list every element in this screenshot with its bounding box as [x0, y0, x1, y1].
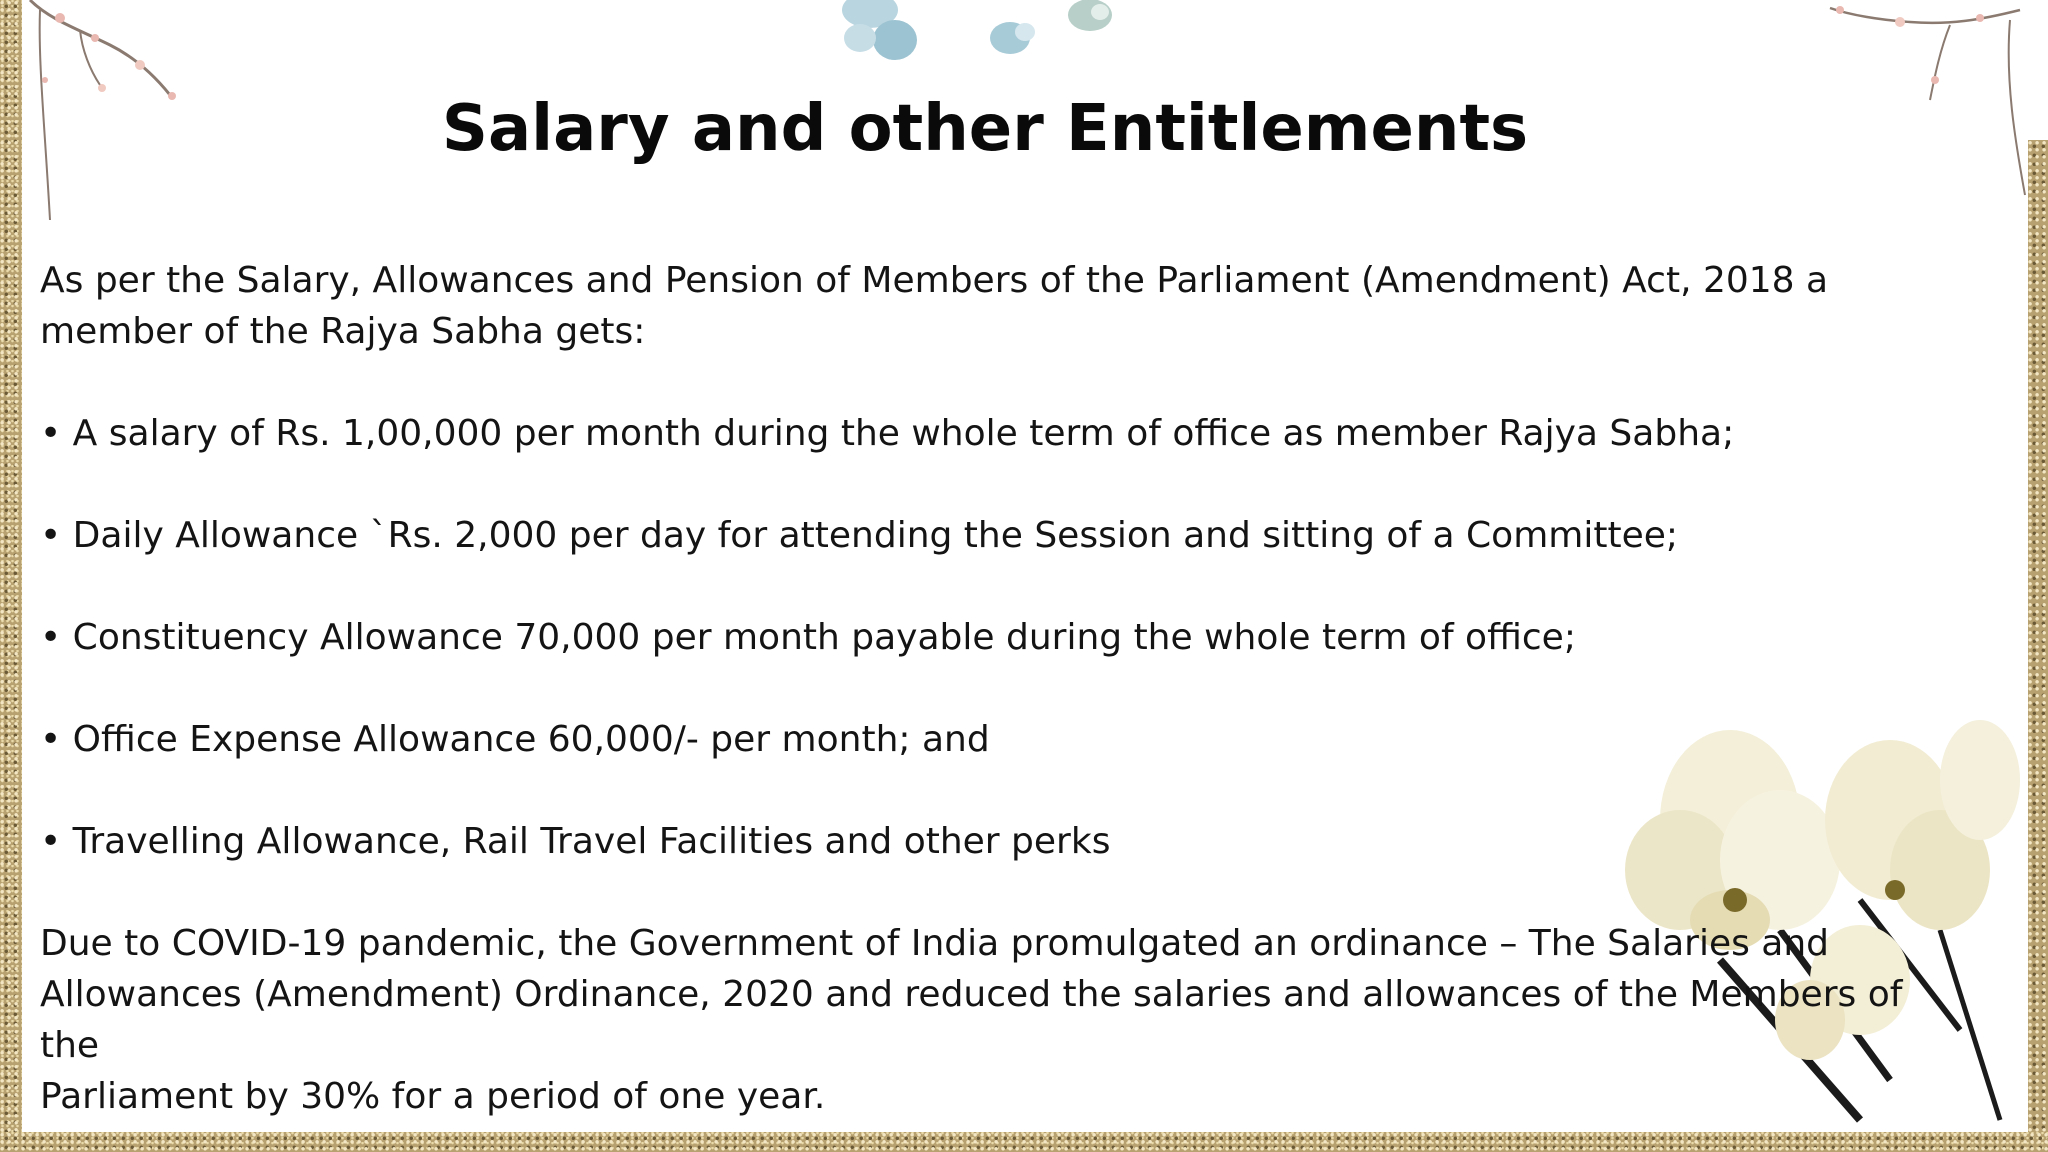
closing-line-3: Parliament by 30% for a period of one year.	[40, 1076, 826, 1117]
slide-body	[40, 255, 1920, 1122]
list-item: • Daily Allowance `Rs. 2,000 per day for attending the Session and sitting of a Committee;	[40, 515, 1678, 556]
list-item: • Constituency Allowance 70,000 per month payable during the whole term of office;	[40, 617, 1576, 658]
glitter-frame-left	[0, 0, 22, 1152]
intro-line-2: member of the Rajya Sabha gets:	[40, 311, 646, 352]
intro-line-1: As per the Salary, Allowances and Pension of Members of the Parliament (Amendment) Act, 2018 a	[40, 260, 1829, 301]
glitter-frame-right	[2028, 140, 2048, 1152]
closing-line-1: Due to COVID-19 pandemic, the Government of India promulgated an ordinance – The Salaries and	[40, 923, 1830, 964]
list-item: • Office Expense Allowance 60,000/- per month; and	[40, 719, 990, 760]
page-title: Salary and other Entitlements	[441, 92, 1529, 166]
glitter-frame-bottom	[0, 1132, 2048, 1152]
closing-line-2: Allowances (Amendment) Ordinance, 2020 and reduced the salaries and allowances of the Members of the	[40, 974, 1903, 1066]
blue-flower-icon	[800, 0, 1160, 80]
list-item: • A salary of Rs. 1,00,000 per month during the whole term of office as member Rajya Sabha;	[40, 413, 1735, 454]
list-item: • Travelling Allowance, Rail Travel Facilities and other perks	[40, 821, 1111, 862]
